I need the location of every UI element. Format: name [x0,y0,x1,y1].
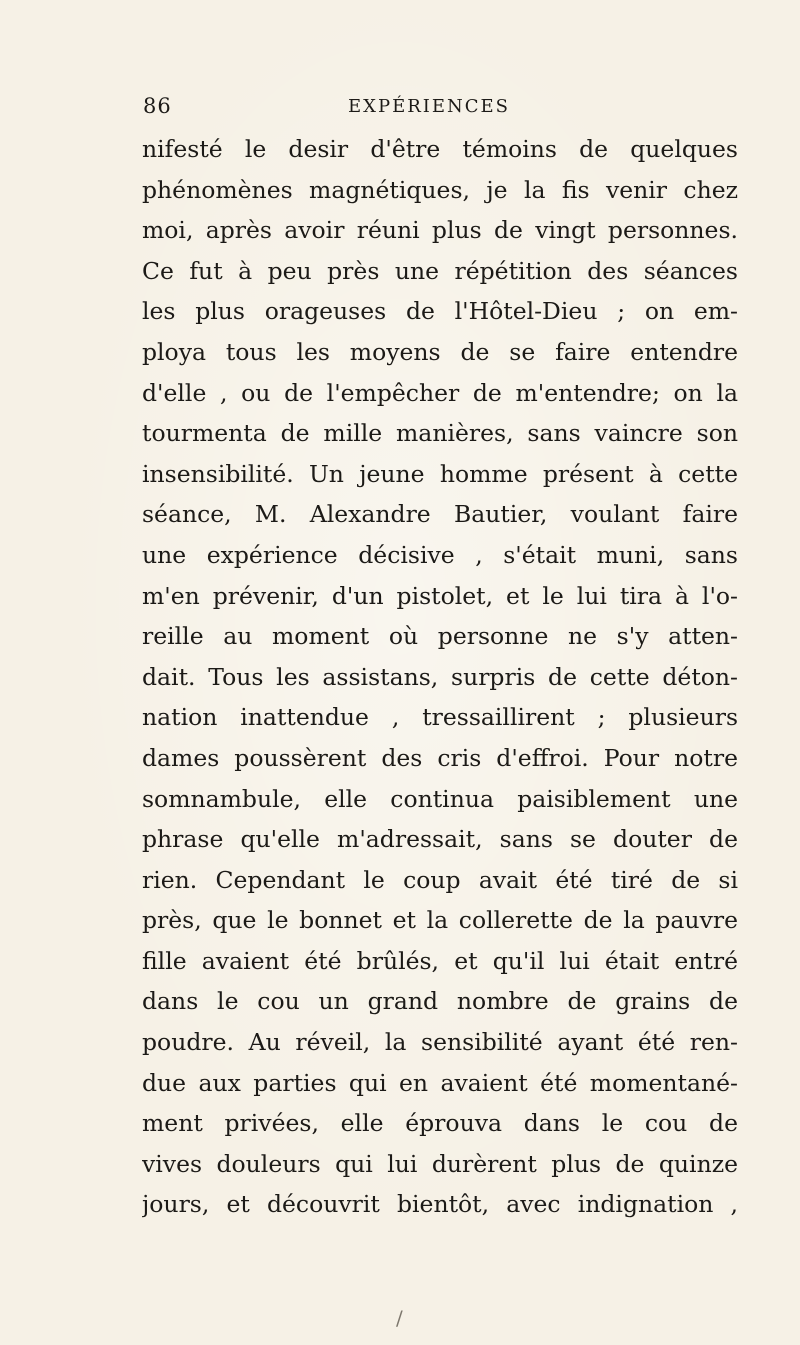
chapter-title: EXPÉRIENCES [348,96,511,117]
text-line: vives douleurs qui lui durèrent plus de quinze [142,1149,738,1178]
text-line: ment privées, elle éprouva dans le cou de [142,1109,738,1138]
text-line: dait. Tous les assistans, surpris de cette déton- [142,662,738,691]
text-line: tourmenta de mille manières, sans vaincre son [142,419,738,448]
page-number: 86 [143,94,172,118]
text-line: m'en prévenir, d'un pistolet, et le lui tira à l'o- [142,581,738,610]
text-line: une expérience décisive , s'était muni, sans [142,540,738,569]
text-line: séance, M. Alexandre Bautier, voulant faire [142,500,738,529]
text-line: près, que le bonnet et la collerette de la pauvre [142,906,738,935]
text-line: phénomènes magnétiques, je la fis venir chez [142,175,738,204]
text-line: jours, et découvrit bientôt, avec indignation , [142,1190,738,1219]
text-line: d'elle , ou de l'empêcher de m'entendre; on la [142,378,738,407]
text-line: insensibilité. Un jeune homme présent à cette [142,459,738,488]
text-line: ploya tous les moyens de se faire entendre [142,337,738,366]
text-line: rien. Cependant le coup avait été tiré de si [142,865,738,894]
text-line: moi, après avoir réuni plus de vingt personnes. [142,216,738,245]
text-line: dames poussèrent des cris d'effroi. Pour notre [142,743,738,772]
text-line: due aux parties qui en avaient été momentané- [142,1068,738,1097]
text-line: Ce fut à peu près une répétition des séances [142,256,738,285]
body-text [142,129,738,1225]
text-line: dans le cou un grand nombre de grains de [142,987,738,1016]
running-head [143,94,663,124]
page-mark: / [396,1306,403,1330]
text-line: les plus orageuses de l'Hôtel-Dieu ; on em- [142,297,738,326]
text-line: somnambule, elle continua paisiblement une [142,784,738,813]
text-line: poudre. Au réveil, la sensibilité ayant été ren- [142,1028,738,1057]
text-line: nation inattendue , tressaillirent ; plusieurs [142,703,738,732]
text-line: reille au moment où personne ne s'y atten- [142,622,738,651]
text-line: fille avaient été brûlés, et qu'il lui était entré [142,946,738,975]
text-line: nifesté le desir d'être témoins de quelques [142,135,738,163]
text-line: phrase qu'elle m'adressait, sans se douter de [142,825,738,854]
